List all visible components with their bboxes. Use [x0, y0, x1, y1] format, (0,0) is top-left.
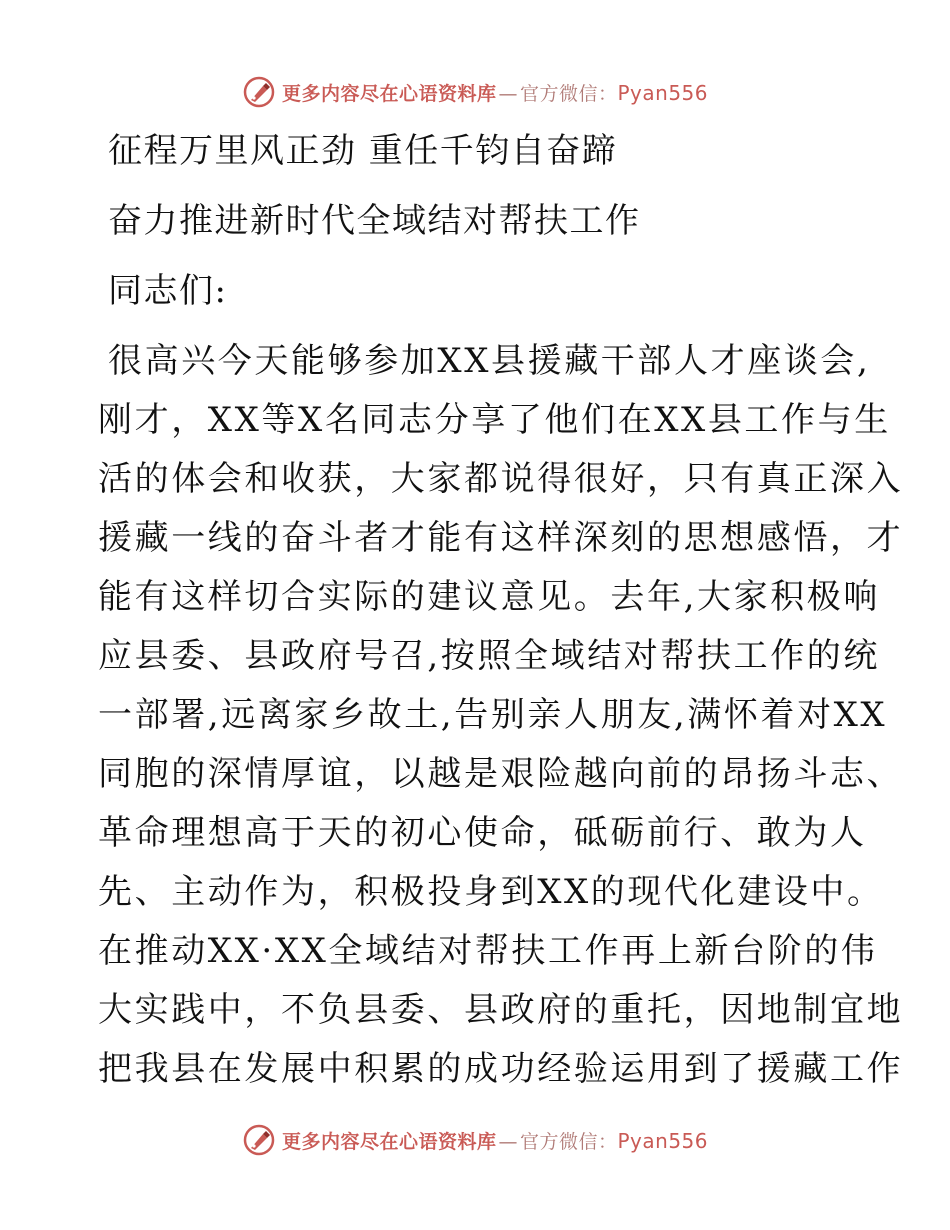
header-watermark	[0, 72, 950, 112]
body-line: 一部署,远离家乡故土,告别亲人朋友,满怀着对XX	[98, 695, 888, 735]
body-line: 应县委、县政府号召,按照全域结对帮扶工作的统	[98, 636, 881, 676]
body-line: 大实践中，不负县委、县政府的重托，因地制宜地	[98, 990, 904, 1030]
watermark-wechat-id: Pyan556	[617, 80, 709, 105]
body-line: 活的体会和收获，大家都说得很好，只有真正深入	[98, 459, 904, 499]
watermark-text	[282, 1127, 708, 1154]
watermark-brand: 更多内容尽在心语资料库	[281, 1130, 497, 1153]
body-line: 很高兴今天能够参加XX县援藏干部人才座谈会,	[108, 341, 871, 381]
salutation: 同志们:	[108, 271, 228, 311]
body-line: 刚才，XX等X名同志分享了他们在XX县工作与生	[98, 400, 891, 440]
watermark-brand: 更多内容尽在心语资料库	[281, 82, 497, 105]
body-line: 在推动XX·XX全域结对帮扶工作再上新台阶的伟	[98, 931, 878, 971]
watermark-label: 官方微信：	[519, 1130, 618, 1153]
watermark-text	[282, 79, 708, 106]
body-line: 同胞的深情厚谊，以越是艰险越向前的昂扬斗志、	[98, 754, 904, 794]
pen-logo-icon	[242, 75, 276, 109]
body-line: 把我县在发展中积累的成功经验运用到了援藏工作	[98, 1049, 904, 1089]
watermark-separator: —	[498, 1130, 518, 1153]
watermark-wechat-id: Pyan556	[617, 1128, 709, 1153]
document-body	[98, 122, 904, 1099]
title-line-2: 奋力推进新时代全域结对帮扶工作	[108, 201, 641, 241]
footer-watermark	[0, 1120, 950, 1160]
pen-logo-icon	[242, 1123, 276, 1157]
watermark-label: 官方微信：	[519, 82, 618, 105]
body-line: 能有这样切合实际的建议意见。去年,大家积极响	[98, 577, 881, 617]
title-line-1: 征程万里风正劲 重任千钧自奋蹄	[108, 131, 618, 171]
body-line: 先、主动作为，积极投身到XX的现代化建设中。	[98, 872, 884, 912]
body-line: 援藏一线的奋斗者才能有这样深刻的思想感悟，才	[98, 518, 904, 558]
body-paragraph	[98, 332, 904, 1099]
watermark-separator: —	[498, 82, 518, 105]
body-line: 革命理想高于天的初心使命，砥砺前行、敢为人	[98, 813, 867, 853]
